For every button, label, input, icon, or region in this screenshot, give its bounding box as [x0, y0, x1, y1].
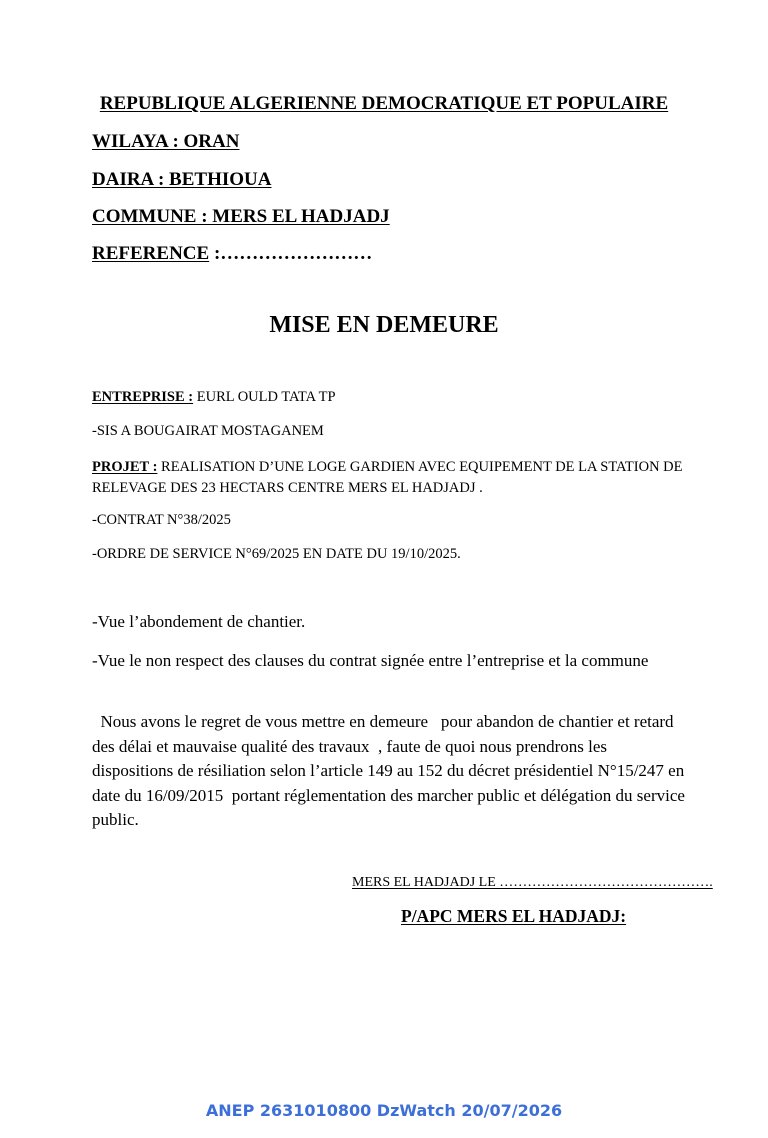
vue-contract-breach: -Vue le non respect des clauses du contrat signée entre l’entreprise et la commune [92, 651, 649, 670]
daira-line: DAIRA : BETHIOUA [92, 169, 272, 190]
signer-title: P/APC MERS EL HADJADJ: [401, 906, 627, 926]
wilaya-line: WILAYA : ORAN [92, 131, 240, 152]
projet-label: PROJET : [92, 459, 158, 475]
entreprise-label: ENTREPRISE : [92, 389, 194, 405]
address-line: -SIS A BOUGAIRAT MOSTAGANEM [92, 423, 324, 439]
reference-value: :…………………… [209, 243, 373, 264]
formal-notice-paragraph: Nous avons le regret de vous mettre en demeure pour abandon de chantier et retard des délai et mauvaise qualité des travaux , faute de quoi nous prendrons les dispositions de résiliation selon l’article 149 au 152 du décret présidentiel N°15/247 en date du 16/09/2015 portant réglementation des marcher public et délégation du service public. [92, 712, 690, 829]
document-title: MISE EN DEMEURE [269, 312, 499, 338]
anep-watermark: ANEP 2631010800 DzWatch 20/07/2026 [205, 1101, 563, 1120]
reference-line [92, 243, 372, 265]
republic-heading: REPUBLIQUE ALGERIENNE DEMOCRATIQUE ET POPULAIRE [99, 93, 669, 114]
projet-value: REALISATION D’UNE LOGE GARDIEN AVEC EQUIPEMENT DE LA STATION DE RELEVAGE DES 23 HECTARS CENTRE MERS EL HADJADJ . [92, 459, 683, 496]
entreprise-value: EURL OULD TATA TP [193, 389, 336, 405]
reference-label: REFERENCE [92, 243, 210, 264]
contrat-line: -CONTRAT N°38/2025 [92, 512, 231, 528]
commune-line: COMMUNE : MERS EL HADJADJ [92, 206, 390, 227]
projet-line [92, 457, 692, 499]
entreprise-line [92, 389, 336, 406]
vue-abandonment: -Vue l’abondement de chantier. [92, 612, 306, 631]
place-date-line: MERS EL HADJADJ LE ………………………………………. [352, 875, 713, 890]
ordre-service-line: -ORDRE DE SERVICE N°69/2025 EN DATE DU 19/10/2025. [92, 546, 461, 562]
